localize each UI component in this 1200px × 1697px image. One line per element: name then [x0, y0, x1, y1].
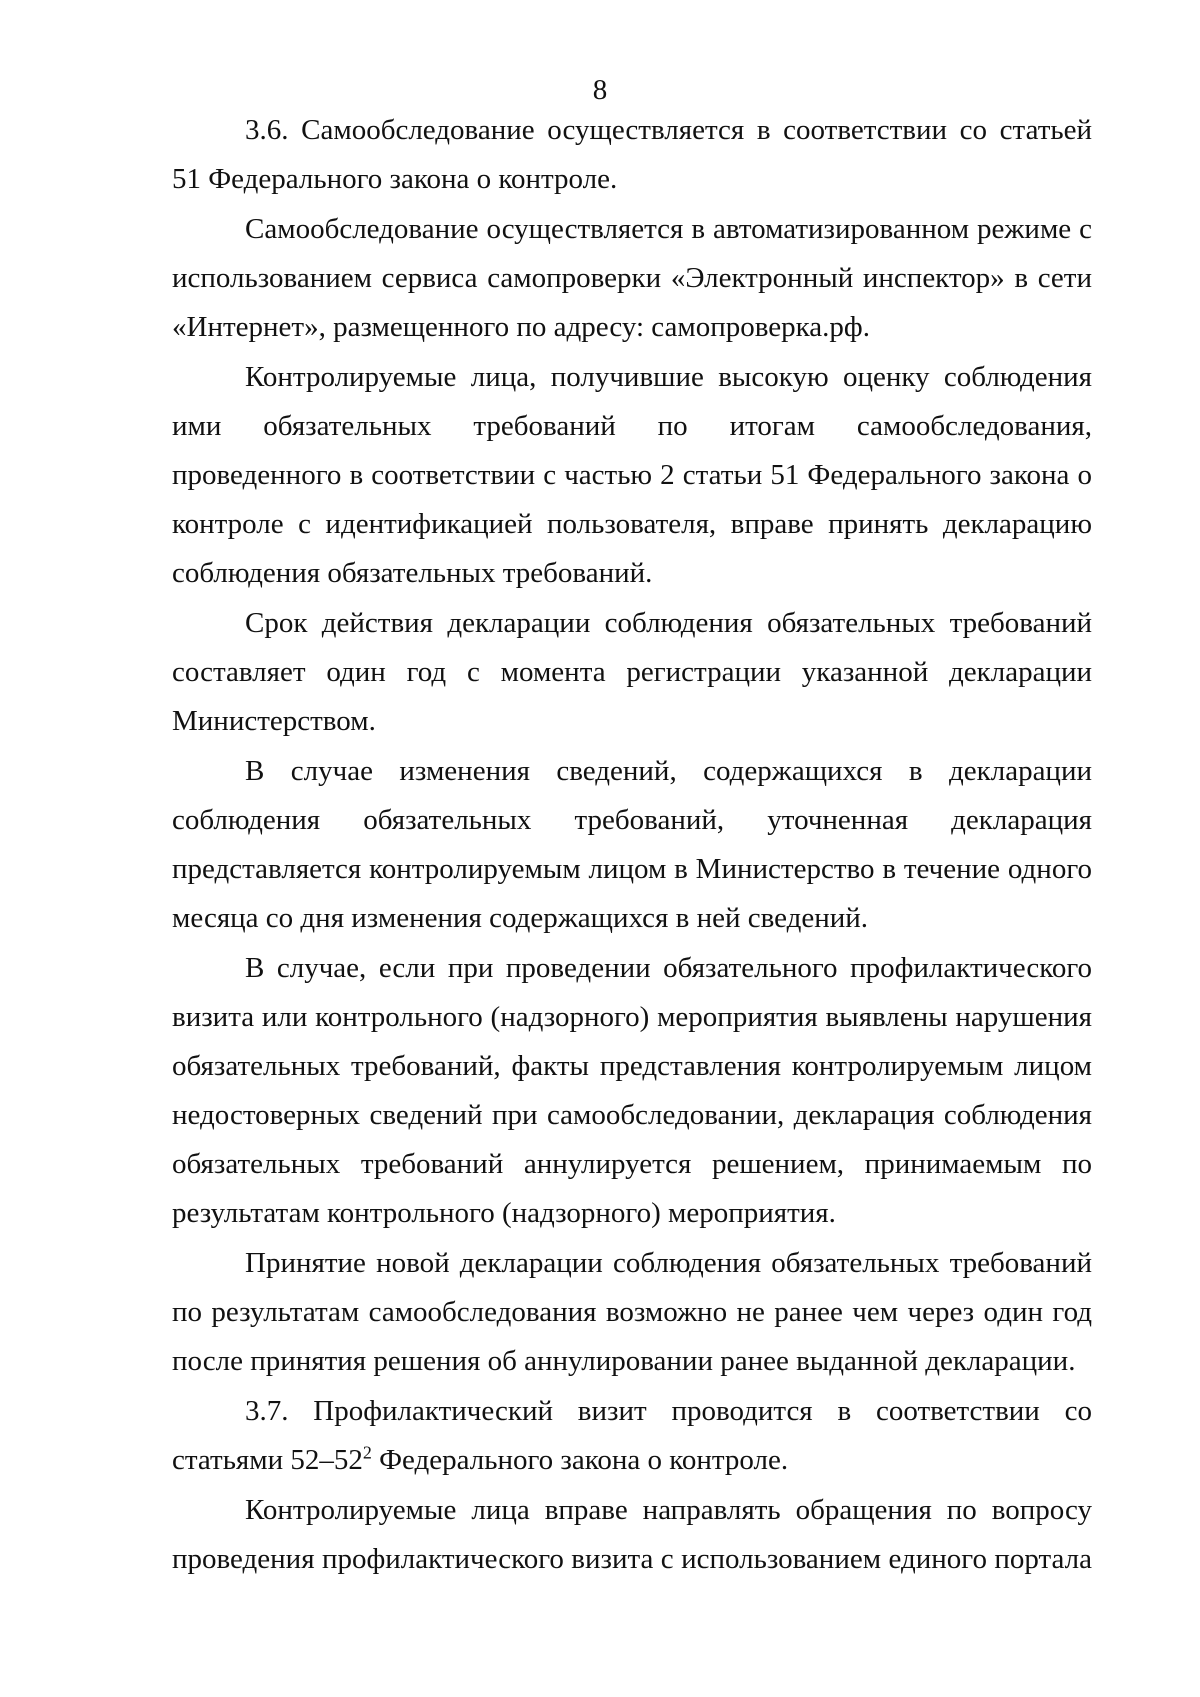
paragraph-3-7 — [172, 1387, 1092, 1485]
paragraph-declaration-update: В случае изменения сведений, содержащихся в декларации соблюдения обязательных требований, уточненная декларация представляется контролируемым лицом в Министерство в течение одного месяца со дня изменения содержащихся в ней сведений. — [172, 755, 1092, 934]
paragraph-self-inspection-mode: Самообследование осуществляется в автоматизированном режиме с использованием сервиса самопроверки «Электронный инспектор» в сети «Интернет», размещенного по адресу: самопроверка.рф. — [172, 213, 1092, 343]
superscript: 2 — [362, 1442, 372, 1463]
paragraph-declaration-validity: Срок действия декларации соблюдения обязательных требований составляет один год с момента регистрации указанной декларации Министерством. — [172, 607, 1092, 737]
paragraph-visit-request: Контролируемые лица вправе направлять обращения по вопросу проведения профилактического визита с использованием единого портала — [172, 1494, 1092, 1575]
paragraph-3-6: 3.6. Самообследование осуществляется в соответствии со статьей 51 Федерального закона о контроле. — [172, 114, 1092, 195]
paragraph-declaration-right: Контролируемые лица, получившие высокую оценку соблюдения ими обязательных требований по итогам самообследования, проведенного в соответствии с частью 2 статьи 51 Федерального закона о контроле с идентификацией пользователя, вправе принять декларацию соблюдения обязательных требований. — [172, 361, 1092, 589]
page-number: 8 — [592, 74, 608, 106]
paragraph-new-declaration: Принятие новой декларации соблюдения обязательных требований по результатам самообследования возможно не ранее чем через один год после принятия решения об аннулировании ранее выданной декларации. — [172, 1247, 1092, 1377]
document-body — [172, 106, 1092, 1585]
paragraph-3-7-text: 3.7. Профилактический визит проводится в соответствии со статьями 52–52 — [172, 1395, 1092, 1476]
paragraph-3-7-text-end: Федерального закона о контроле. — [371, 1444, 789, 1476]
paragraph-declaration-annulment: В случае, если при проведении обязательного профилактического визита или контрольного (надзорного) мероприятия выявлены нарушения обязательных требований, факты представления контролируемым лицом недостоверных сведений при самообследовании, декларация соблюдения обязательных требований аннулируется решением, принимаемым по результатам контрольного (надзорного) мероприятия. — [172, 952, 1092, 1229]
